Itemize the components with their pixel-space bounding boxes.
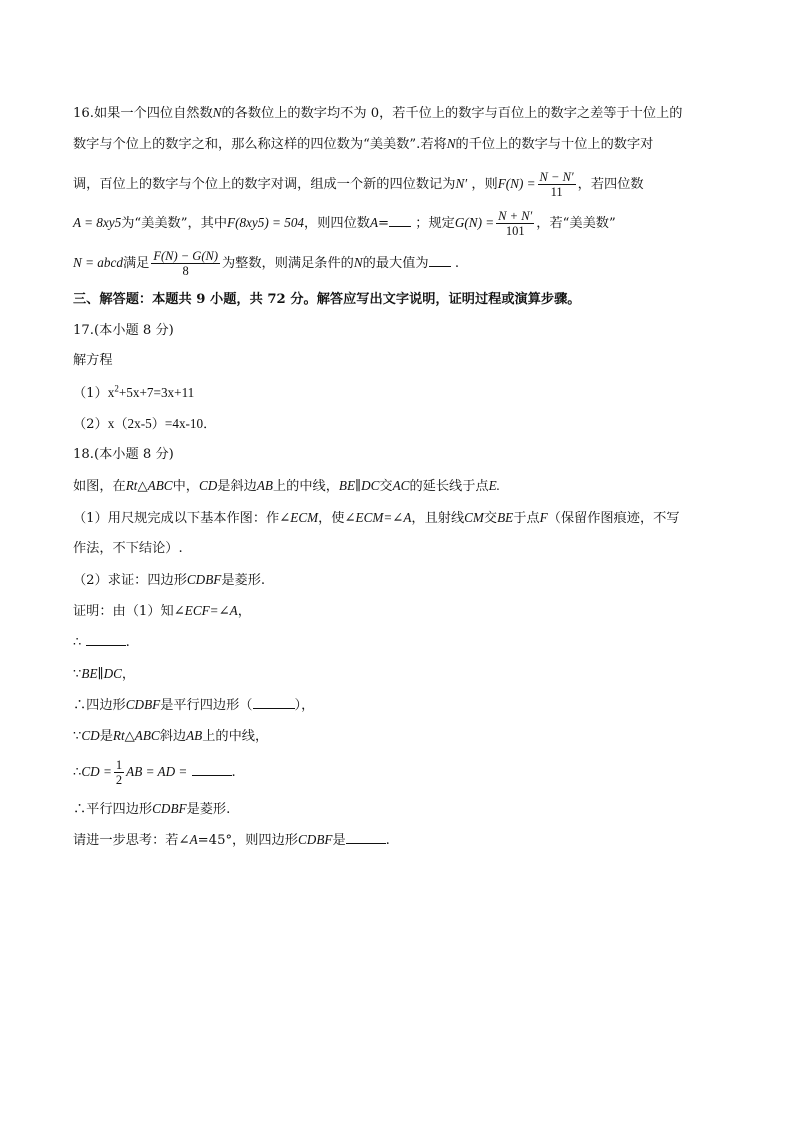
text: 是菱形. xyxy=(221,573,266,588)
math: Rt xyxy=(112,728,125,743)
math: AC xyxy=(392,478,410,493)
text: △ xyxy=(137,479,148,494)
math: ABC xyxy=(134,728,160,743)
text: ，若四位数 xyxy=(577,177,644,192)
math: BE∥DC xyxy=(81,666,122,681)
answer-blank[interactable] xyxy=(253,696,295,709)
text: 的各数位上的数字均不为 0，若千位上的数字与百位上的数字之差等于十位上的 xyxy=(221,106,683,121)
math: AB xyxy=(256,478,273,493)
text: 是 xyxy=(99,729,113,744)
text: 是斜边 xyxy=(217,479,257,494)
q18-line-12 xyxy=(73,830,390,851)
q18-line-10 xyxy=(73,758,236,787)
text: 如图，在 xyxy=(73,479,126,494)
text: 数字与个位上的数字之和，那么称这样的四位数为“美美数”.若将 xyxy=(73,137,447,152)
text: 上的中线， xyxy=(202,729,269,744)
text: 中， xyxy=(172,479,199,494)
superscript: 2 xyxy=(114,383,119,394)
text: 16.如果一个四位自然数 xyxy=(73,106,213,121)
math: CDBF xyxy=(298,832,333,847)
math: CDBF xyxy=(152,801,187,816)
text: ，使∠ xyxy=(318,511,356,526)
text: = xyxy=(378,216,390,231)
text: 满足 xyxy=(122,256,150,271)
text: ∴四边形 xyxy=(73,698,126,713)
math: Rt xyxy=(125,478,138,493)
answer-blank[interactable] xyxy=(389,214,411,227)
text: 请进一步思考：若∠ xyxy=(73,833,190,848)
q18-line-9 xyxy=(73,726,268,747)
math: N = abcd xyxy=(73,255,123,270)
text: 为整数，则满足条件的 xyxy=(222,256,354,271)
math: x xyxy=(107,385,115,400)
text: （1） xyxy=(73,386,108,401)
math: N xyxy=(353,255,363,270)
math: +5x+7=3x+11 xyxy=(118,385,195,400)
text: ，若“美美数” xyxy=(536,216,616,231)
q18-line-6 xyxy=(73,633,130,653)
text: ∵ xyxy=(73,667,82,682)
q17-title: 解方程 xyxy=(73,353,113,368)
fraction xyxy=(538,170,576,199)
answer-blank[interactable] xyxy=(429,254,451,267)
denominator: 8 xyxy=(182,264,189,278)
math: N xyxy=(212,105,222,120)
math: AB xyxy=(186,728,203,743)
text: . xyxy=(125,635,130,650)
numerator: N + N′ xyxy=(498,209,533,223)
text: 是菱形. xyxy=(186,802,231,817)
answer-blank[interactable] xyxy=(86,633,126,646)
text: ）， xyxy=(294,698,315,713)
q17-heading: 17.(本小题 8 分) xyxy=(73,323,174,338)
denominator: 2 xyxy=(115,773,123,787)
math: F xyxy=(539,510,548,525)
text: . xyxy=(454,256,460,271)
text: ， xyxy=(121,667,136,682)
section-3-heading: 三、解答题：本题共 9 小题，共 72 分。解答应写出文字说明，证明过程或演算步骤。 xyxy=(73,292,581,307)
math: F(8xy5) = 504 xyxy=(227,215,305,230)
text: 是 xyxy=(332,833,346,848)
answer-blank[interactable] xyxy=(192,763,232,776)
text: 的千位上的数字与十位上的数字对 xyxy=(455,137,654,152)
math: F(N) = xyxy=(497,176,536,191)
text: . xyxy=(385,833,390,848)
fraction xyxy=(151,249,220,278)
text: 证明：由（1）知∠ xyxy=(73,604,185,619)
math: BE xyxy=(497,510,514,525)
numerator: N − N′ xyxy=(539,170,574,184)
math: CM xyxy=(464,510,484,525)
text: ∴ xyxy=(73,765,82,780)
text: （1）用尺规完成以下基本作图：作∠ xyxy=(73,511,291,526)
text: ，则 xyxy=(471,177,498,192)
q18-line-1 xyxy=(73,476,500,497)
q17-part-1 xyxy=(73,383,194,404)
math: N′ xyxy=(455,176,468,191)
math: x（2x-5）=4x-10． xyxy=(107,416,217,431)
text: 交 xyxy=(379,479,393,494)
denominator: 101 xyxy=(505,224,525,238)
math: ABC xyxy=(147,478,173,493)
text: △ xyxy=(124,729,135,744)
numerator: 1 xyxy=(115,758,123,772)
text: ；规定 xyxy=(415,216,455,231)
q18-line-3: 作法，不下结论）. xyxy=(73,541,183,556)
text: . xyxy=(231,765,236,780)
text: （保留作图痕迹，不写 xyxy=(547,511,680,526)
q18-line-5 xyxy=(73,601,251,622)
q18-line-4 xyxy=(73,570,265,591)
text: （2）求证：四边形 xyxy=(73,573,187,588)
text: =45°，则四边形 xyxy=(197,833,298,848)
math: AB = AD = xyxy=(126,764,188,779)
math: A xyxy=(189,832,198,847)
math: N xyxy=(446,136,456,151)
text: ∵ xyxy=(73,729,82,744)
q18-line-11 xyxy=(73,799,230,820)
text: 为“美美数”，其中 xyxy=(121,216,228,231)
math: CDBF xyxy=(125,697,161,712)
math: A = 8xy5 xyxy=(73,215,122,230)
text: 调，百位上的数字与个位上的数字对调，组成一个新的四位数记为 xyxy=(73,177,456,192)
q16-line-5 xyxy=(73,249,459,278)
text: （2） xyxy=(73,417,108,432)
math: BE∥DC xyxy=(338,478,380,493)
text: ，则四位数 xyxy=(304,216,370,231)
math: G(N) = xyxy=(454,215,495,230)
q18-line-2 xyxy=(73,508,680,529)
math: CDBF xyxy=(186,572,222,587)
q16-line-4 xyxy=(73,209,616,238)
q18-line-7 xyxy=(73,664,135,685)
math: CD xyxy=(81,728,100,743)
numerator: F(N) − G(N) xyxy=(153,249,218,263)
math: ECF=∠A xyxy=(184,603,238,618)
text: 交 xyxy=(483,511,498,526)
text: 于点 xyxy=(513,511,540,526)
math: A xyxy=(369,215,379,230)
text: ，且射线 xyxy=(411,511,465,526)
q16-line-3 xyxy=(73,170,644,199)
text: 是平行四边形（ xyxy=(160,698,253,713)
math: E. xyxy=(488,478,500,493)
math: CD = xyxy=(81,764,112,779)
text: 的延长线于点 xyxy=(409,479,489,494)
text: ∴平行四边形 xyxy=(73,802,153,817)
q17-part-2 xyxy=(73,414,216,435)
denominator: 11 xyxy=(550,185,563,199)
q16-line-2 xyxy=(73,134,653,155)
fraction xyxy=(114,758,124,787)
q18-line-8 xyxy=(73,695,314,716)
text: ∴ xyxy=(73,635,82,650)
text: 的最大值为 xyxy=(362,256,429,271)
q18-heading: 18.(本小题 8 分) xyxy=(73,447,174,462)
math: CD xyxy=(198,478,218,493)
text: 上的中线， xyxy=(272,479,339,494)
text: ， xyxy=(237,604,251,619)
answer-blank[interactable] xyxy=(346,831,386,844)
math: ECM xyxy=(290,510,319,525)
q16-line-1 xyxy=(73,103,682,124)
text: 斜边 xyxy=(159,729,187,744)
fraction xyxy=(496,209,534,238)
math: ECM=∠A xyxy=(355,510,412,525)
